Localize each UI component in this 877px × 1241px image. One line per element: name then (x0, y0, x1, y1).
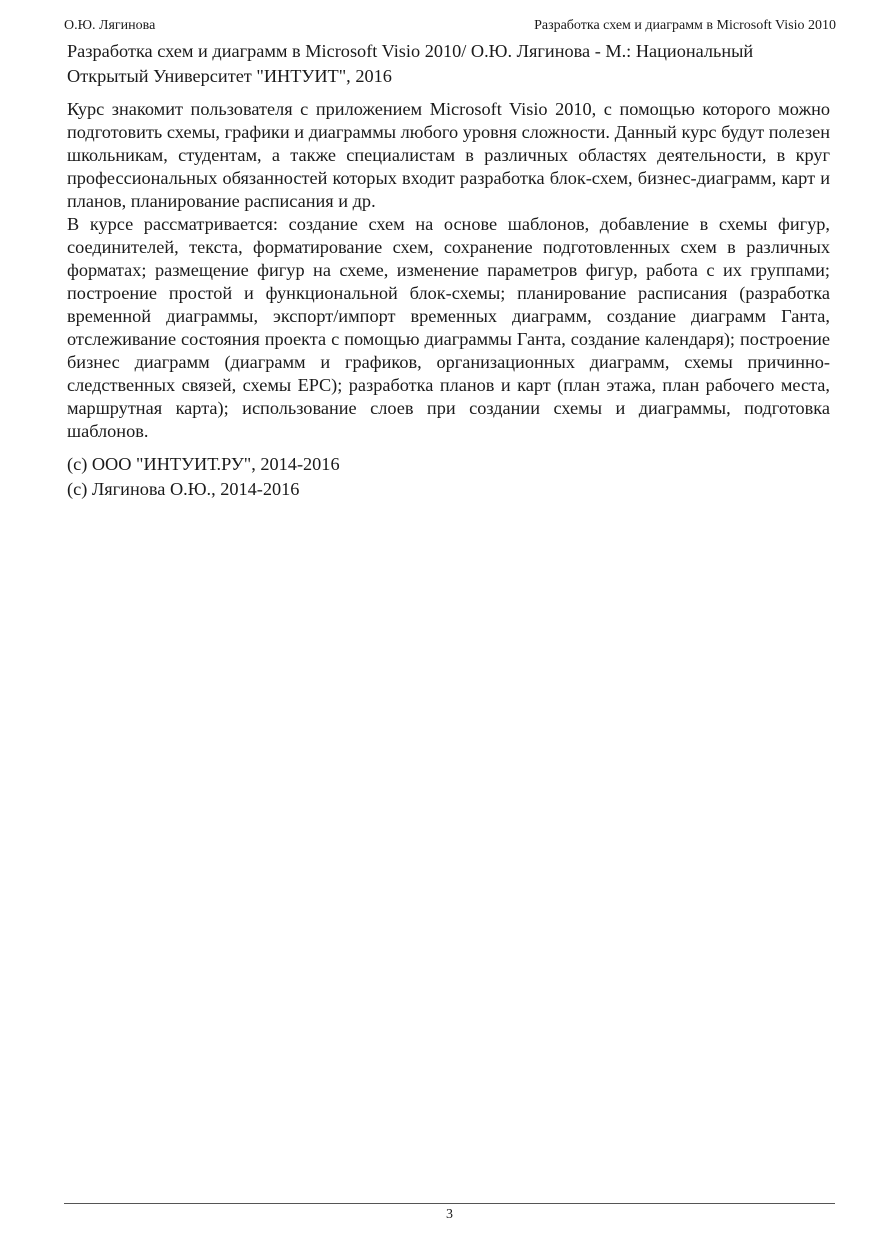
page-number: 3 (446, 1207, 453, 1222)
page-content (67, 39, 830, 502)
course-abstract (67, 98, 830, 443)
copyright-line: (c) ООО "ИНТУИТ.РУ", 2014-2016 (67, 454, 340, 474)
copyright-line: (c) Лягинова О.Ю., 2014-2016 (67, 479, 300, 499)
running-header (64, 17, 836, 35)
abstract-paragraph: В курсе рассматривается: создание схем на основе шаблонов, добавление в схемы фигур, соединителей, текста, форматирование схем, сохранение подготовленных схем в различных форматах; размещение фигур на схеме, изменение параметров фигур, работа с их группами; построение простой и функциональной блок-схемы; планирование расписания (разработка временной диаграммы, экспорт/импорт временных диаграмм, создание диаграмм Ганта, отслеживание состояния проекта с помощью диаграммы Ганта, создание календаря); построение бизнес диаграмм (диаграмм и графиков, организационных диаграмм, схемы причинно-следственных связей, схемы EPC); разработка планов и карт (план этажа, план рабочего места, маршрутная карта); использование слоев при создании схемы и диаграммы, подготовка шаблонов. (67, 214, 830, 441)
abstract-paragraph: Курс знакомит пользователя с приложением Microsoft Visio 2010, с помощью которого можно подготовить схемы, графики и диаграммы любого уровня сложности. Данный курс будут полезен школьникам, студентам, а также специалистам в различных областях деятельности, в круг профессиональных обязанностей которых входит разработка блок-схем, бизнес-диаграмм, карт и планов, планирование расписания и др. (67, 99, 830, 211)
copyright-block (67, 452, 830, 502)
footer-divider (64, 1203, 835, 1204)
header-title: Разработка схем и диаграмм в Microsoft Visio 2010 (534, 18, 836, 33)
header-author: О.Ю. Лягинова (64, 18, 156, 33)
bibliographic-citation: Разработка схем и диаграмм в Microsoft Visio 2010/ О.Ю. Лягинова - М.: Национальный Открытый Университет "ИНТУИТ", 2016 (67, 41, 754, 86)
